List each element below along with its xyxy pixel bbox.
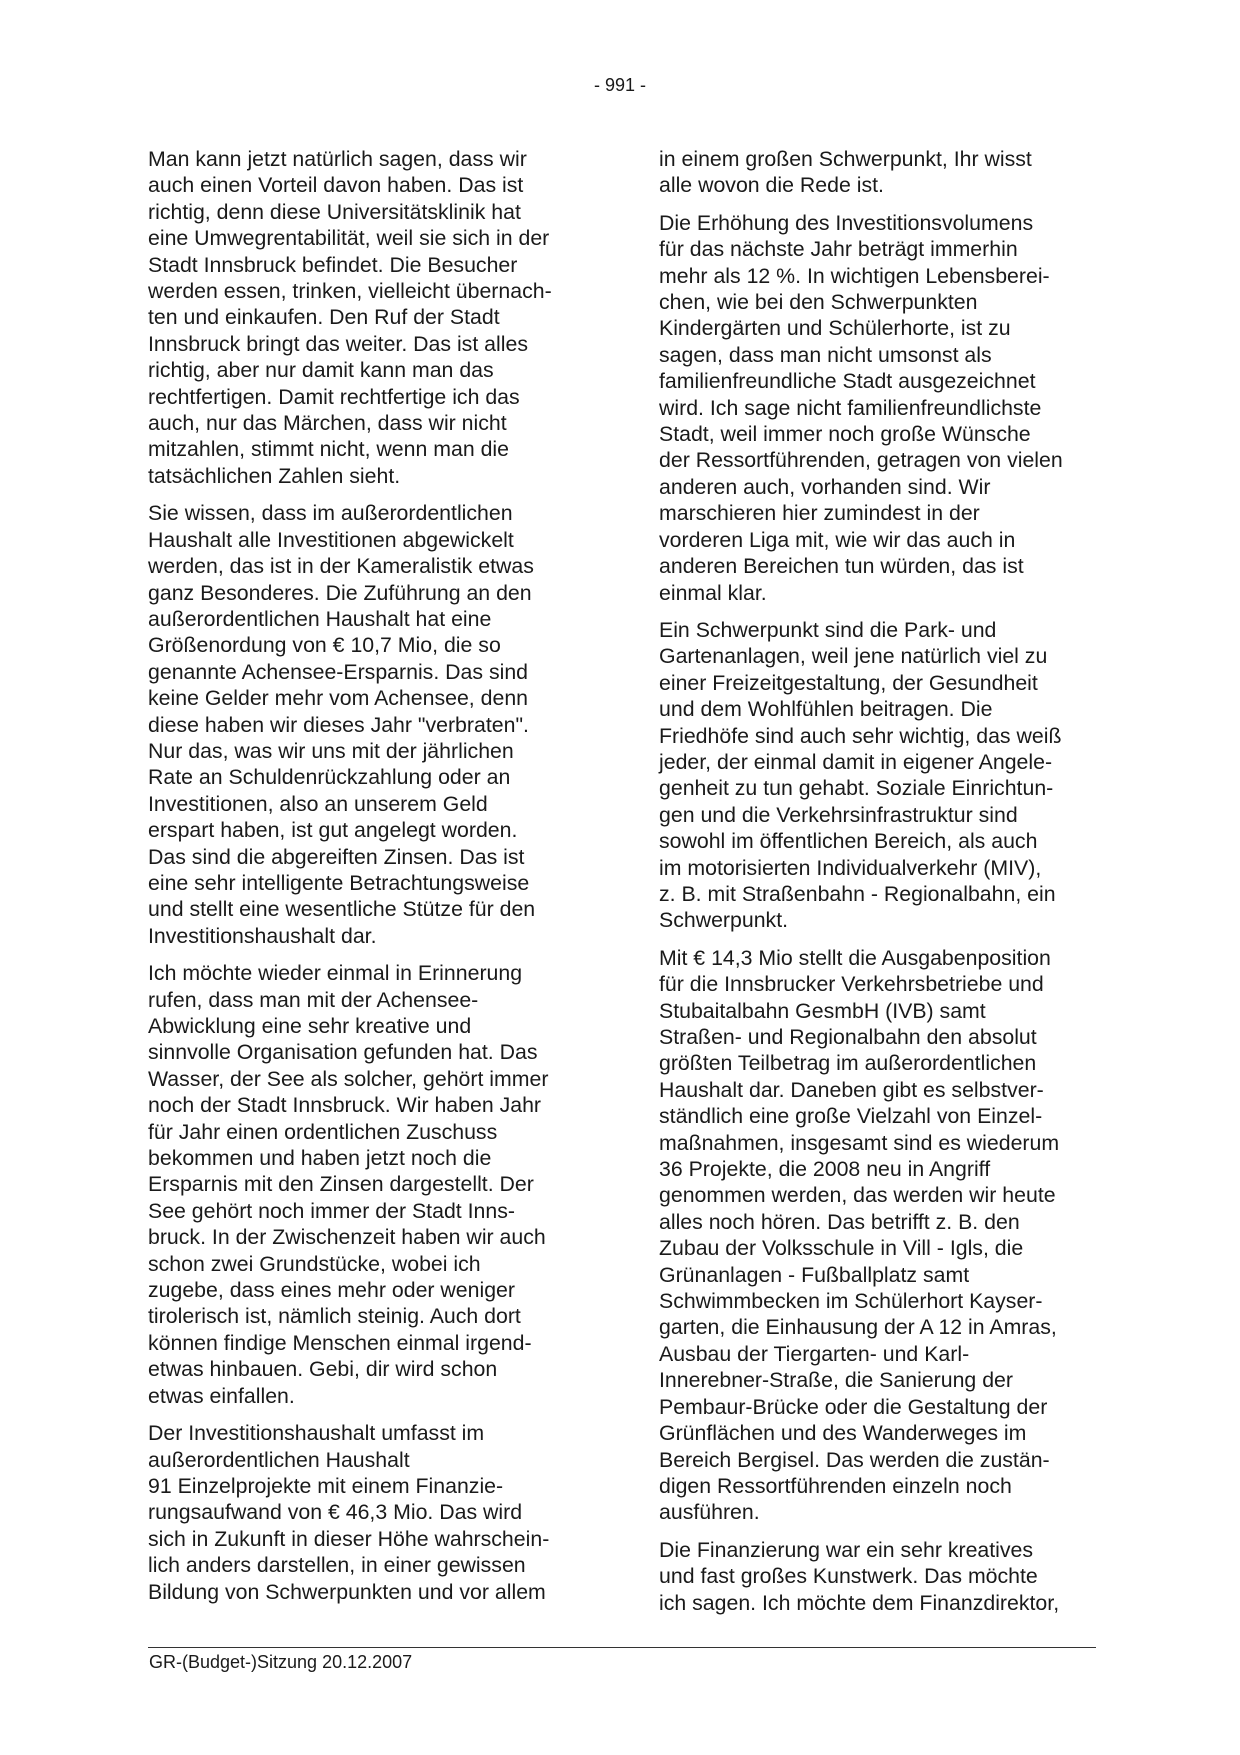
paragraph: Die Erhöhung des Investitionsvolumens für das nächste Jahr beträgt immerhin mehr als 12 %. In wichtigen Lebensberei- chen, wie bei den Schwerpunkten Kindergärten und Schülerhorte, ist zu sagen, dass man nicht umsonst als familienfreundliche Stadt ausgezeichnet wird. Ich sage nicht familienfreundlichste Stadt, weil immer noch große Wünsche der Ressortführenden, getragen von vielen anderen auch, vorhanden sind. Wir marschieren hier zumindest in der vorderen Liga mit, wie wir das auch in anderen Bereichen tun würden, das ist einmal klar.	[659, 210, 1063, 605]
paragraph: Ich möchte wieder einmal in Erinnerung rufen, dass man mit der Achensee- Abwicklung eine sehr kreative und sinnvolle Organisation gefunden hat. Das Wasser, der See als solcher, gehört immer noch der Stadt Innsbruck. Wir haben Jahr für Jahr einen ordentlichen Zuschuss bekommen und haben jetzt noch die Ersparnis mit den Zinsen dargestellt. Der See gehört noch immer der Stadt Inns- bruck. In der Zwischenzeit haben wir auch schon zwei Grundstücke, wobei ich zugebe, dass eines mehr oder weniger tirolerisch ist, nämlich steinig. Auch dort können findige Menschen einmal irgend- etwas hinbauen. Gebi, dir wird schon etwas einfallen.	[148, 961, 549, 1408]
paragraph: Mit € 14,3 Mio stellt die Ausgabenposition für die Innsbrucker Verkehrsbetriebe und Stubaitalbahn GesmbH (IVB) samt Straßen- und Regionalbahn den absolut größten Teilbetrag im außerordentlichen Haushalt dar. Daneben gibt es selbstver- ständlich eine große Vielzahl von Einzel- maßnahmen, insgesamt sind es wiederum 36 Projekte, die 2008 neu in Angriff genommen werden, das werden wir heute alles noch hören. Das betrifft z. B. den Zubau der Volksschule in Vill - Igls, die Grünanlagen - Fußballplatz samt Schwimmbecken im Schülerhort Kayser- garten, die Einhausung der A 12 in Amras, Ausbau der Tiergarten- und Karl- Innerebner-Straße, die Sanierung der Pembaur-Brücke oder die Gestaltung der Grünflächen und des Wanderweges im Bereich Bergisel. Das werden die zustän- digen Ressortführenden einzeln noch ausführen.	[659, 945, 1060, 1525]
paragraph: in einem großen Schwerpunkt, Ihr wisst alle wovon die Rede ist.	[659, 147, 1032, 198]
left-column	[148, 146, 593, 1616]
page-number: - 991 -	[593, 75, 647, 95]
footer-divider	[148, 1647, 1096, 1648]
right-column	[659, 146, 1099, 1627]
paragraph: Der Investitionshaushalt umfasst im außerordentlichen Haushalt 91 Einzelprojekte mit einem Finanzie- rungsaufwand von € 46,3 Mio. Das wird sich in Zukunft in dieser Höhe wahrschein- lich anders darstellen, in einer gewissen Bildung von Schwerpunkten und vor allem	[148, 1421, 550, 1604]
paragraph: Man kann jetzt natürlich sagen, dass wir auch einen Vorteil davon haben. Das ist richtig, denn diese Universitätsklinik hat eine Umwegrentabilität, weil sie sich in der Stadt Innsbruck befindet. Die Besucher werden essen, trinken, vielleicht übernach- ten und einkaufen. Den Ruf der Stadt Innsbruck bringt das weiter. Das ist alles richtig, aber nur damit kann man das rechtfertigen. Damit rechtfertige ich das auch, nur das Märchen, dass wir nicht mitzahlen, stimmt nicht, wenn man die tatsächlichen Zahlen sieht.	[148, 147, 552, 488]
paragraph: Die Finanzierung war ein sehr kreatives und fast großes Kunstwerk. Das möchte ich sagen. Ich möchte dem Finanzdirektor,	[659, 1537, 1060, 1615]
footer-session-label: GR-(Budget-)Sitzung 20.12.2007	[149, 1652, 413, 1672]
paragraph: Ein Schwerpunkt sind die Park- und Gartenanlagen, weil jene natürlich viel zu einer Freizeitgestaltung, der Gesundheit und dem Wohlfühlen beitragen. Die Friedhöfe sind auch sehr wichtig, das weiß jeder, der einmal damit in eigener Angele- genheit zu tun gehabt. Soziale Einrichtun- gen und die Verkehrsinfrastruktur sind sowohl im öffentlichen Bereich, als auch im motorisierten Individualverkehr (MIV), z. B. mit Straßenbahn - Regionalbahn, ein Schwerpunkt.	[659, 617, 1062, 933]
paragraph: Sie wissen, dass im außerordentlichen Haushalt alle Investitionen abgewickelt werden, das ist in der Kameralistik etwas ganz Besonderes. Die Zuführung an den außerordentlichen Haushalt hat eine Größenordung von € 10,7 Mio, die so genannte Achensee-Ersparnis. Das sind keine Gelder mehr vom Achensee, denn diese haben wir dieses Jahr "verbraten". Nur das, was wir uns mit der jährlichen Rate an Schuldenrückzahlung oder an Investitionen, also an unserem Geld erspart haben, ist gut angelegt worden. Das sind die abgereiften Zinsen. Das ist eine sehr intelligente Betrachtungsweise und stellt eine wesentliche Stütze für den Investitionshaushalt dar.	[148, 501, 536, 948]
